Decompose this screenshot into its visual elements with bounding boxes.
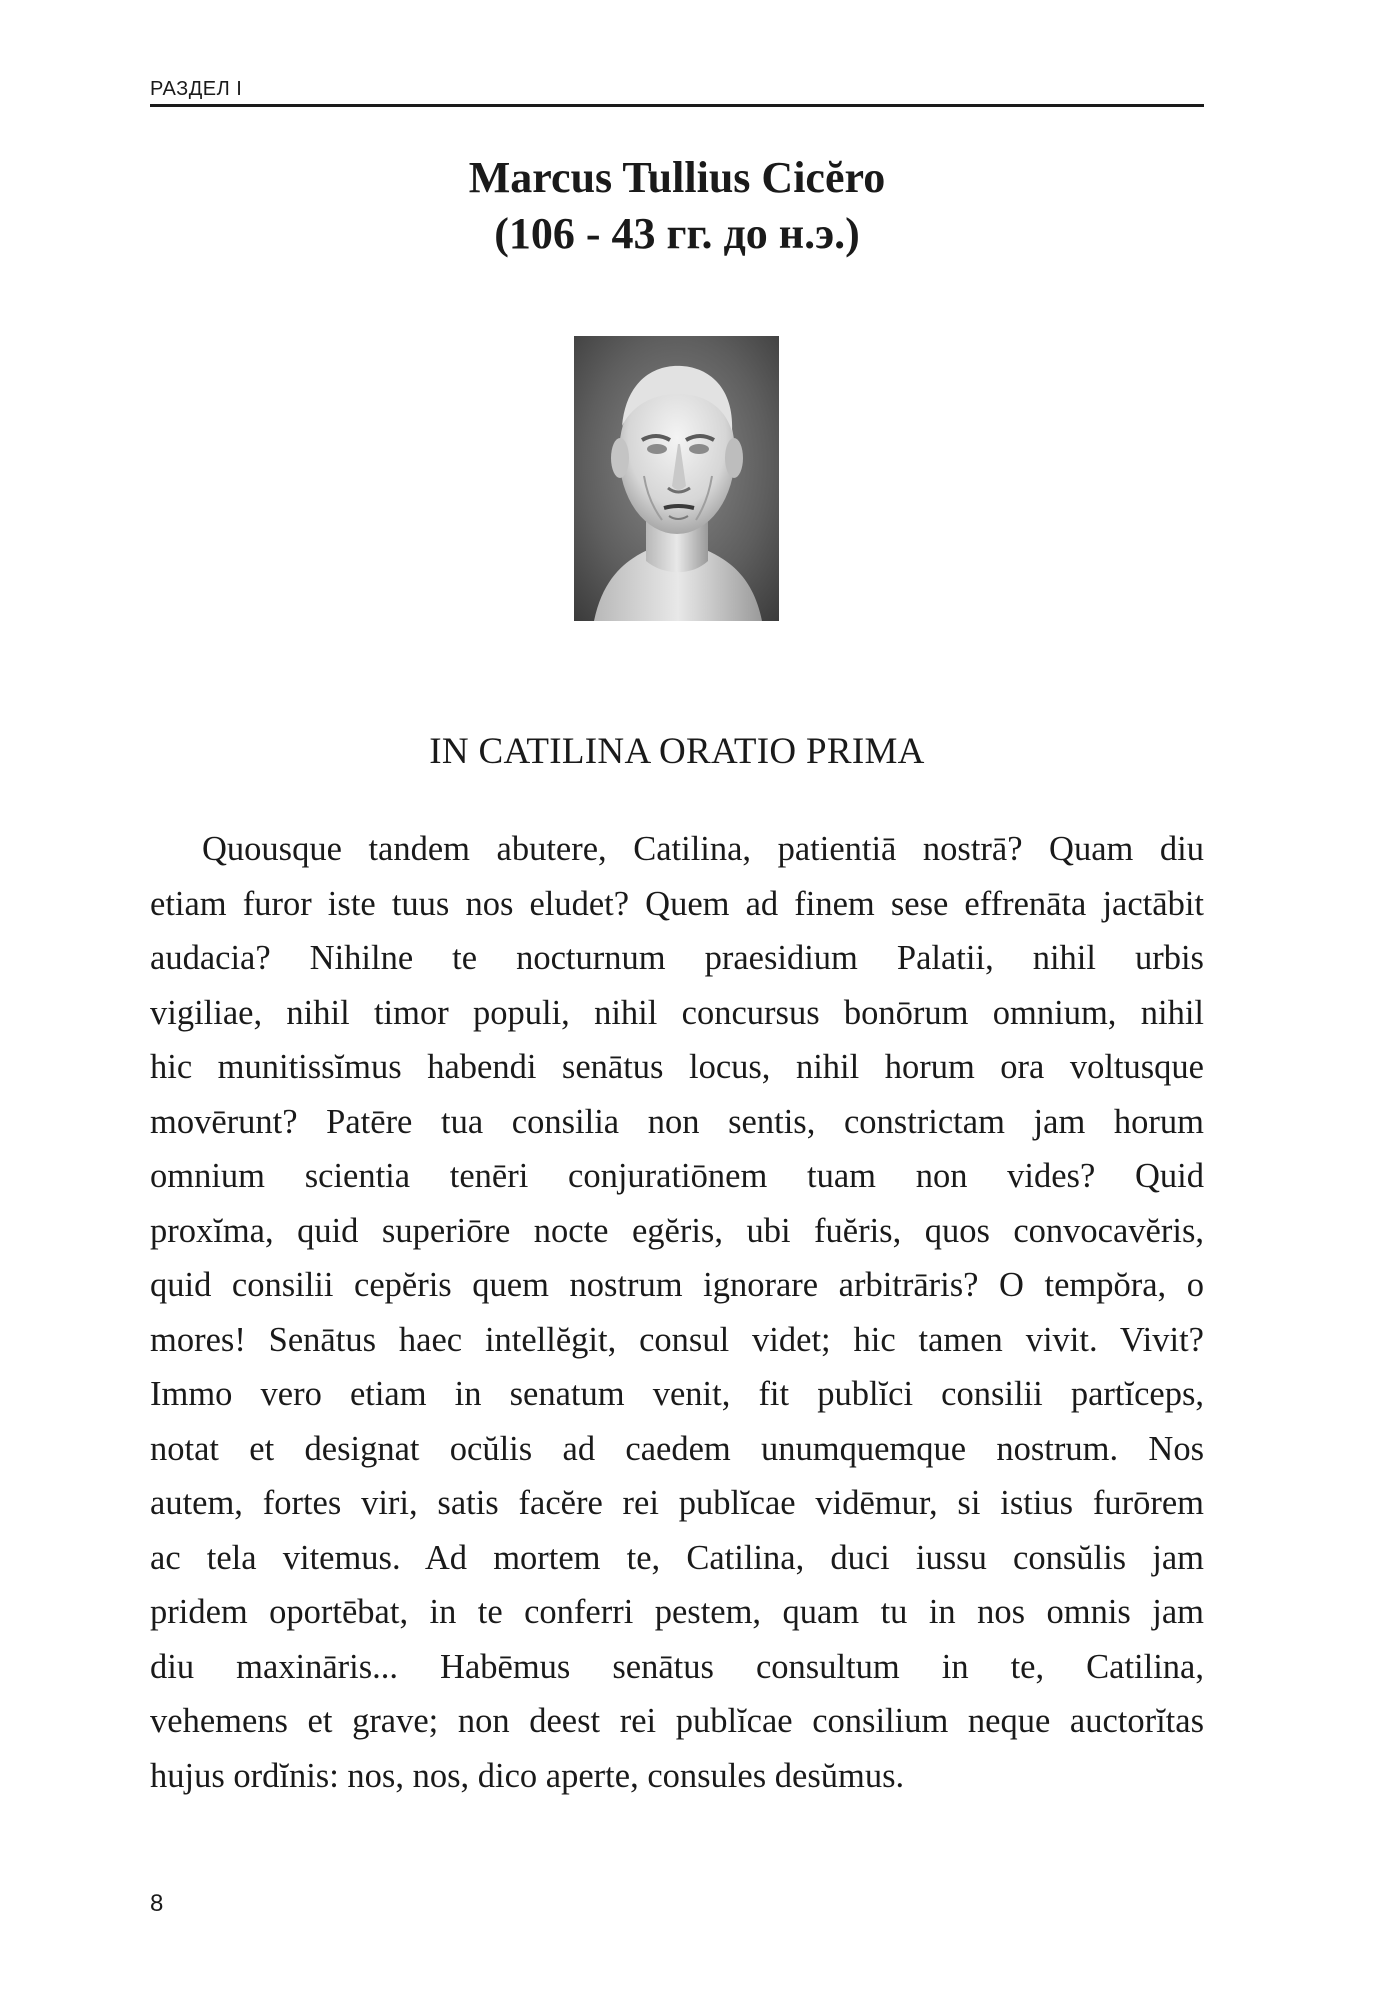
text-line: Immo vero etiam in senatum venit, fit publĭci consilii partĭceps, bbox=[150, 1375, 1204, 1413]
text-line: mores! Senātus haec intellĕgit, consul videt; hic tamen vivit. Vivit? bbox=[150, 1320, 1204, 1359]
text-line: hujus ordĭnis: nos, nos, dico aperte, consules desŭmus. bbox=[150, 1756, 905, 1795]
text-line: vehemens et grave; non deest rei publĭcae consilium neque auctorĭtas bbox=[150, 1702, 1204, 1740]
text-line: movērunt? Patēre tua consilia non sentis, constrictam jam horum bbox=[150, 1102, 1204, 1141]
text-line: etiam furor iste tuus nos eludet? Quem ad finem sese effrenāta jactābit bbox=[150, 884, 1204, 923]
text-line: notat et designat ocŭlis ad caedem unumquemque nostrum. Nos bbox=[150, 1429, 1204, 1468]
text-line: autem, fortes viri, satis facĕre rei publĭcae vidēmur, si istius furōrem bbox=[150, 1484, 1204, 1522]
author-dates: (106 - 43 гг. до н.э.) bbox=[494, 209, 860, 258]
text-line: proxĭma, quid superiōre nocte egĕris, ubi fuĕris, quos convocavĕris, bbox=[150, 1211, 1204, 1250]
oration-text bbox=[150, 822, 1204, 1803]
title-block bbox=[150, 150, 1204, 262]
header-rule bbox=[150, 104, 1204, 107]
text-line: hic munitissĭmus habendi senātus locus, nihil horum ora voltusque bbox=[150, 1048, 1204, 1086]
text-line: diu maxināris... Habēmus senātus consultum in te, Catilina, bbox=[150, 1647, 1204, 1686]
text-line: pridem oportēbat, in te conferri pestem, quam tu in nos omnis jam bbox=[150, 1593, 1204, 1631]
portrait-image bbox=[574, 336, 779, 621]
section-title: IN CATILINA ORATIO PRIMA bbox=[429, 731, 925, 772]
text-line: quid consilii cepĕris quem nostrum ignorare arbitrāris? O tempŏra, o bbox=[150, 1266, 1204, 1304]
text-line: vigiliae, nihil timor populi, nihil concursus bonōrum omnium, nihil bbox=[150, 993, 1204, 1032]
text-line: Quousque tandem abutere, Catilina, patientiā nostrā? Quam diu bbox=[202, 830, 1204, 868]
page-number: 8 bbox=[150, 1890, 164, 1917]
text-line: ac tela vitemus. Ad mortem te, Catilina, duci iussu consŭlis jam bbox=[150, 1538, 1204, 1577]
author-name: Marcus Tullius Cicĕro bbox=[468, 153, 886, 202]
running-head: РАЗДЕЛ I bbox=[150, 78, 243, 100]
text-line: omnium scientia tenēri conjuratiōnem tuam non vides? Quid bbox=[150, 1157, 1204, 1195]
marble-bust-portrait-icon bbox=[574, 336, 779, 621]
text-line: audacia? Nihilne te nocturnum praesidium Palatii, nihil urbis bbox=[150, 939, 1204, 977]
